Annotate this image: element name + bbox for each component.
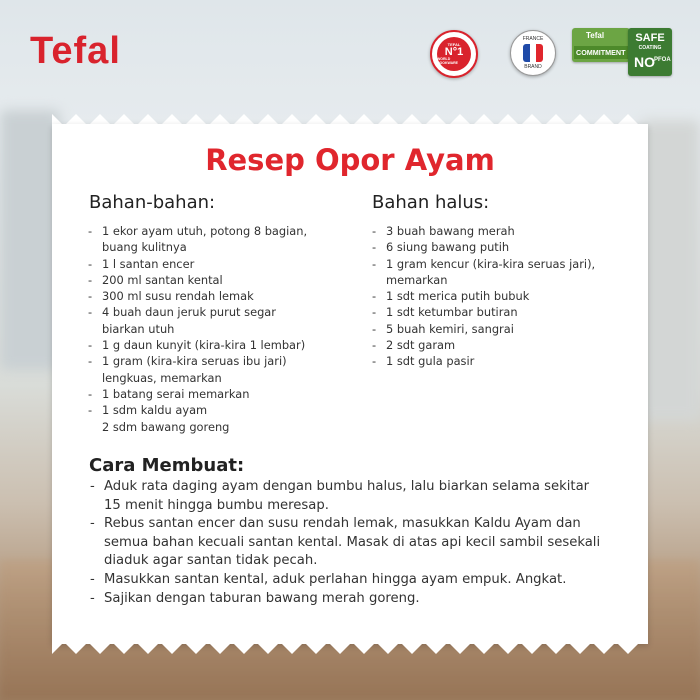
ingredients-list (88, 223, 348, 435)
safe-coating-badge-icon: SAFE COATING NO PFOA (628, 28, 672, 76)
tefal-logo: Tefal (30, 30, 121, 72)
list-item: - 1 sdt merica putih bubuk (372, 288, 632, 304)
background-cabinet-right (640, 120, 700, 420)
list-item: - 1 sdm kaldu ayam 2 sdm bawang goreng (88, 402, 348, 435)
header (0, 0, 700, 100)
list-item: - Aduk rata daging ayam dengan bumbu halus, lalu biarkan selama sekitar 15 menit hingga bumbu meresap. (90, 478, 635, 515)
list-item: - 3 buah bawang merah (372, 223, 632, 239)
halus-heading: Bahan halus: (372, 192, 490, 213)
steps-list (90, 478, 635, 608)
list-item: - Rebus santan encer dan susu rendah lemak, masukkan Kaldu Ayam dan semua bahan kecuali santan kental. Masak di atas api kecil sambil sesekali diaduk agar santan tidak pecah. (90, 515, 635, 571)
world-no1-badge-icon: TEFAL N°1 WORLD COOKWARE (430, 30, 478, 78)
recipe-title: Resep Opor Ayam (205, 143, 495, 177)
list-item: - 1 gram (kira-kira seruas ibu jari) lengkuas, memarkan (88, 353, 348, 386)
list-item: - 1 g daun kunyit (kira-kira 1 lembar) (88, 337, 348, 353)
france-flag-icon (523, 44, 543, 62)
list-item: - 1 sdt ketumbar butiran (372, 304, 632, 320)
list-item: - 1 l santan encer (88, 256, 348, 272)
list-item: - 1 ekor ayam utuh, potong 8 bagian, buang kulitnya (88, 223, 348, 256)
list-item: - 200 ml santan kental (88, 272, 348, 288)
commitment-badge-icon: Tefal COMMITMENT (572, 28, 630, 62)
list-item: - Sajikan dengan taburan bawang merah goreng. (90, 590, 635, 609)
list-item: - 1 sdt gula pasir (372, 353, 632, 369)
background-cabinet-left (0, 110, 60, 370)
list-item: - 1 gram kencur (kira-kira seruas jari), memarkan (372, 256, 632, 289)
list-item: - 1 batang serai memarkan (88, 386, 348, 402)
list-item: - 2 sdt garam (372, 337, 632, 353)
list-item: - 6 siung bawang putih (372, 239, 632, 255)
ingredients-heading: Bahan-bahan: (89, 192, 216, 213)
france-brand-badge-icon: FRANCE BRAND (510, 30, 556, 76)
list-item: - 300 ml susu rendah lemak (88, 288, 348, 304)
steps-heading: Cara Membuat: (89, 455, 245, 476)
list-item: - 5 buah kemiri, sangrai (372, 321, 632, 337)
paper-edge-bottom (52, 642, 648, 656)
list-item: - Masukkan santan kental, aduk perlahan hingga ayam empuk. Angkat. (90, 571, 635, 590)
list-item: - 4 buah daun jeruk purut segar biarkan utuh (88, 304, 348, 337)
halus-list (372, 223, 632, 370)
